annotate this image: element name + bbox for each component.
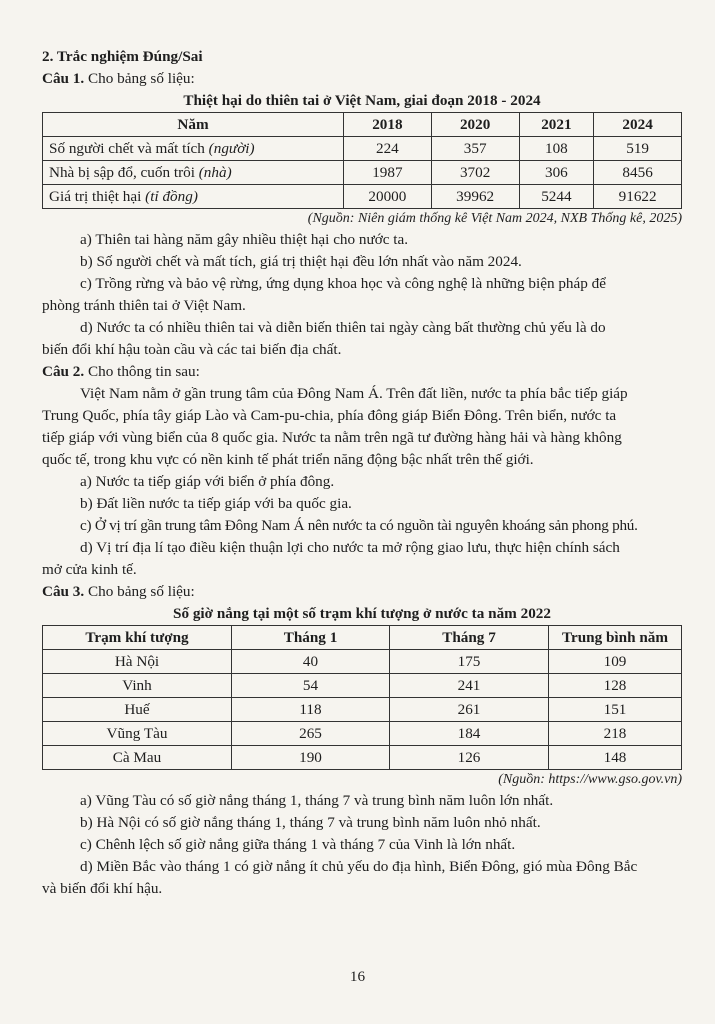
table-cell: 190 (232, 746, 390, 770)
table-cell: 151 (549, 698, 682, 722)
q3-option-a: a) Vũng Tàu có số giờ nắng tháng 1, tháng 7 và trung bình năm luôn lớn nhất. (80, 792, 554, 809)
q2-paragraph-line: quốc tế, trong khu vực có nền kinh tế phát triển năng động bậc nhất trên thế giới. (42, 451, 534, 468)
q1-table (42, 112, 682, 209)
q2-paragraph-line: Trung Quốc, phía tây giáp Lào và Cam-pu-chia, phía đông giáp Biển Đông. Trên biển, nước ta (42, 407, 617, 424)
q2-option-b: b) Đất liền nước ta tiếp giáp với ba quốc gia. (80, 495, 352, 512)
table-cell: 184 (390, 722, 549, 746)
row-label (43, 137, 344, 161)
q3-intro (42, 581, 682, 603)
table-header-cell: 2020 (431, 113, 519, 137)
row-label (43, 185, 344, 209)
table-header-row (43, 113, 682, 137)
table-cell: 265 (232, 722, 390, 746)
table-cell: 261 (390, 698, 549, 722)
station-name: Cà Mau (43, 746, 232, 770)
row-unit: (người) (208, 139, 255, 157)
q3-option-b: b) Hà Nội có số giờ nắng tháng 1, tháng 7 và trung bình năm luôn nhỏ nhất. (80, 814, 541, 831)
q1-option-c: c) Trồng rừng và bảo vệ rừng, ứng dụng khoa học và công nghệ là những biện pháp để (80, 275, 606, 292)
table-header-cell: 2021 (519, 113, 594, 137)
section-title: 2. Trắc nghiệm Đúng/Sai (42, 48, 203, 65)
q1-option-a: a) Thiên tai hàng năm gây nhiều thiệt hại cho nước ta. (80, 231, 409, 248)
table-cell: 54 (232, 674, 390, 698)
table-row (43, 161, 682, 185)
table-header-cell: Tháng 7 (390, 626, 549, 650)
q3-label: Câu 3. (42, 583, 85, 600)
row-label-text: Số người chết và mất tích (49, 139, 209, 157)
table-header-cell: Trạm khí tượng (43, 626, 232, 650)
station-name: Vinh (43, 674, 232, 698)
table-cell: 108 (519, 137, 594, 161)
q1-source: (Nguồn: Niên giám thống kê Việt Nam 2024, NXB Thống kê, 2025) (307, 211, 682, 226)
q1-intro-text: Cho bảng số liệu: (84, 70, 195, 87)
table-row (43, 722, 682, 746)
row-label-text: Nhà bị sập đổ, cuốn trôi (49, 163, 199, 181)
page-number: 16 (349, 968, 366, 985)
q1-intro (42, 68, 682, 90)
table-cell: 175 (390, 650, 549, 674)
q2-paragraph-line: Việt Nam nằm ở gần trung tâm của Đông Nam Á. Trên đất liền, nước ta phía bắc tiếp giáp (80, 385, 628, 402)
row-unit: (tỉ đồng) (145, 187, 198, 205)
q1-option-c-cont: phòng tránh thiên tai ở Việt Nam. (42, 297, 246, 314)
table-row (43, 674, 682, 698)
table-row (43, 185, 682, 209)
table-header-cell: Trung bình năm (549, 626, 682, 650)
table-cell: 357 (431, 137, 519, 161)
q3-option-c: c) Chênh lệch số giờ nắng giữa tháng 1 và tháng 7 của Vinh là lớn nhất. (80, 836, 516, 853)
q2-paragraph-line: tiếp giáp với vùng biển của 8 quốc gia. Nước ta nằm trên ngã tư đường hàng hải và hàng không (42, 429, 622, 446)
table-cell: 306 (519, 161, 594, 185)
table-cell: 91622 (594, 185, 682, 209)
table-cell: 519 (594, 137, 682, 161)
table-cell: 148 (549, 746, 682, 770)
page-content (42, 44, 682, 900)
station-name: Huế (43, 698, 232, 722)
q2-label: Câu 2. (42, 363, 85, 380)
station-name: Hà Nội (43, 650, 232, 674)
q3-intro-text: Cho bảng số liệu: (84, 583, 195, 600)
q3-option-d: d) Miền Bắc vào tháng 1 có giờ nắng ít chủ yếu do địa hình, Biển Đông, gió mùa Đông Bắc (80, 858, 638, 875)
row-unit: (nhà) (198, 163, 232, 181)
q1-option-d: d) Nước ta có nhiều thiên tai và diễn biến thiên tai ngày càng bất thường chủ yếu là do (80, 319, 606, 336)
table-row (43, 650, 682, 674)
table-cell: 224 (344, 137, 432, 161)
table-cell: 128 (549, 674, 682, 698)
q3-option-d-cont: và biến đổi khí hậu. (42, 880, 163, 897)
table-cell: 5244 (519, 185, 594, 209)
row-label-text: Giá trị thiệt hại (49, 187, 146, 205)
table-cell: 218 (549, 722, 682, 746)
table-cell: 40 (232, 650, 390, 674)
station-name: Vũng Tàu (43, 722, 232, 746)
q3-table-title: Số giờ nắng tại một số trạm khí tượng ở nước ta năm 2022 (173, 605, 551, 622)
q1-option-d-cont: biến đổi khí hậu toàn cầu và các tai biến địa chất. (42, 341, 342, 358)
table-cell: 118 (232, 698, 390, 722)
table-row (43, 137, 682, 161)
table-row (43, 746, 682, 770)
table-cell: 241 (390, 674, 549, 698)
table-cell: 8456 (594, 161, 682, 185)
q2-intro (42, 361, 682, 383)
table-cell: 1987 (344, 161, 432, 185)
q3-table (42, 625, 682, 770)
q1-label: Câu 1. (42, 70, 85, 87)
q2-option-a: a) Nước ta tiếp giáp với biển ở phía đông. (80, 473, 335, 490)
q2-intro-text: Cho thông tin sau: (84, 363, 200, 380)
q2-option-d-cont: mở cửa kinh tế. (42, 561, 137, 578)
q1-table-title: Thiệt hại do thiên tai ở Việt Nam, giai đoạn 2018 - 2024 (183, 92, 541, 109)
table-cell: 20000 (344, 185, 432, 209)
q2-option-d: d) Vị trí địa lí tạo điều kiện thuận lợi cho nước ta mở rộng giao lưu, thực hiện chính sách (80, 539, 620, 556)
table-cell: 109 (549, 650, 682, 674)
table-header-cell: 2024 (594, 113, 682, 137)
q1-option-b: b) Số người chết và mất tích, giá trị thiệt hại đều lớn nhất vào năm 2024. (80, 253, 522, 270)
table-header-cell: Tháng 1 (232, 626, 390, 650)
table-header-row (43, 626, 682, 650)
table-cell: 3702 (431, 161, 519, 185)
table-cell: 39962 (431, 185, 519, 209)
row-label (43, 161, 344, 185)
table-row (43, 698, 682, 722)
table-header-cell: Năm (43, 113, 344, 137)
q2-option-c: c) Ở vị trí gần trung tâm Đông Nam Á nên nước ta có nguồn tài nguyên khoáng sản phong phú. (80, 517, 638, 534)
table-cell: 126 (390, 746, 549, 770)
q3-source: (Nguồn: https://www.gso.gov.vn) (498, 772, 682, 787)
table-header-cell: 2018 (344, 113, 432, 137)
